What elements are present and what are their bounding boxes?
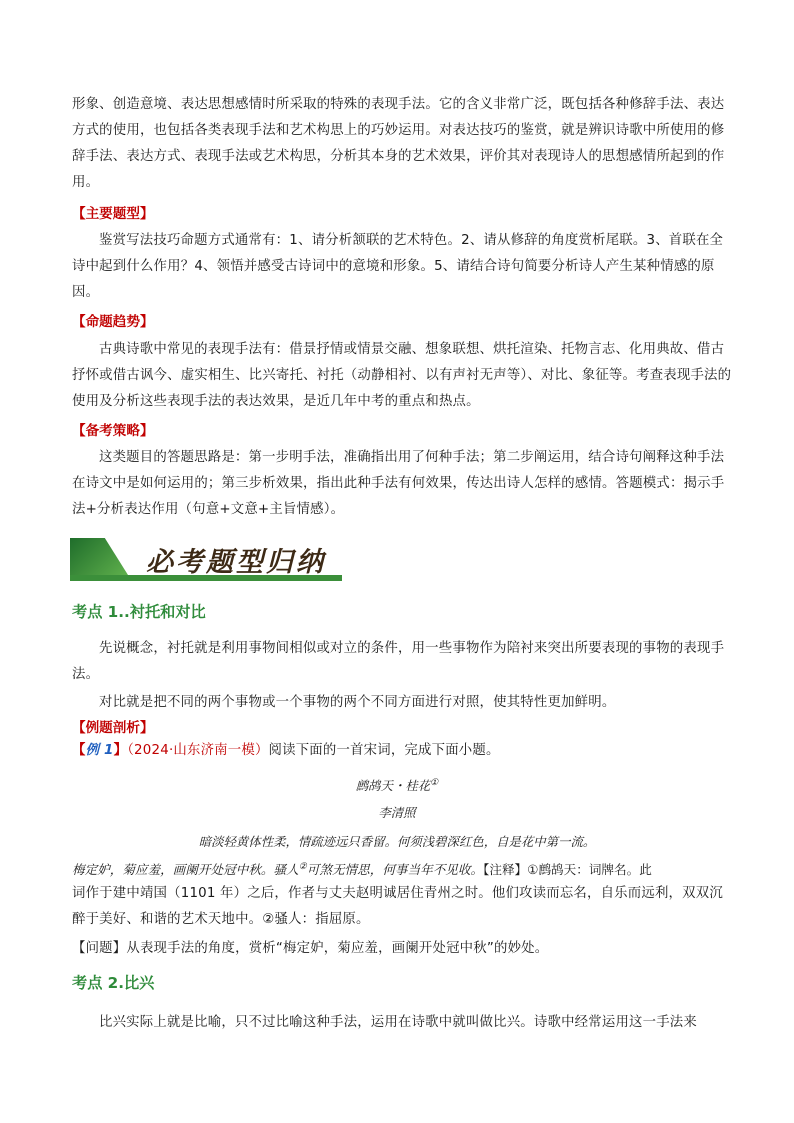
question-label: 【问题】	[72, 941, 127, 956]
example-analysis-label: 【例题剖析】	[72, 720, 154, 736]
trend-label: 【命题趋势】	[72, 314, 154, 330]
poem-title	[0, 776, 794, 794]
example-source: （2024·山东济南一模）	[127, 743, 269, 758]
section-banner	[70, 538, 342, 582]
question-line	[72, 936, 732, 962]
banner-title: 必考题型归纳	[146, 547, 326, 578]
poem-author: 李清照	[378, 805, 416, 820]
trend-paragraph: 古典诗歌中常见的表现手法有：借景抒情或情景交融、想象联想、烘托渲染、托物言志、化用典故、借古抒怀或借古讽今、虚实相生、比兴寄托、衬托（动静相衬、以有声衬无声等）、对比、象征等。考查表现手法的使用及分析这些表现手法的表达效果，是近几年中考的重点和热点。	[72, 342, 732, 409]
kaodian-1-title: 考点 1..衬托和对比	[72, 603, 206, 621]
poem-line-1: 暗淡轻黄体性柔，情疏迹远只香留。何须浅碧深红色，自是花中第一流。	[198, 834, 596, 849]
bixing-paragraph: 比兴实际上就是比喻，只不过比喻这种手法，运用在诗歌中就叫做比兴。诗歌中经常运用这一手法来	[99, 1015, 697, 1030]
example-bracket-open: 【	[72, 743, 86, 758]
intro-paragraph: 形象、创造意境、表达思想感情时所采取的特殊的表现手法。它的含义非常广泛，既包括各种修辞手法、表达方式的使用，也包括各类表现手法和艺术构思上的巧妙运用。对表达技巧的鉴赏，就是辨识诗歌中所使用的修辞手法、表达方式、表现手法或艺术构思，分析其本身的艺术效果，评价其对表现诗人的思想感情所起到的作用。	[72, 97, 725, 190]
example-prompt: 阅读下面的一首宋词，完成下面小题。	[268, 743, 500, 758]
comparison-definition: 对比就是把不同的两个事物或一个事物的两个不同方面进行对照，使其特性更加鲜明。	[99, 695, 616, 710]
example-header	[72, 738, 732, 764]
banner-triangle-icon	[70, 538, 128, 575]
note-text-start: ①鹧鸪天：词牌名。此	[527, 862, 652, 878]
poem-line-2-part-b: 可煞无情思，何事当年不见收。	[306, 862, 484, 878]
example-bracket-close: 】	[113, 743, 128, 758]
poem-line-2	[72, 854, 732, 883]
poem-title-note-marker: ①	[430, 777, 439, 788]
note-text-continued: 词作于建中靖国（1101 年）之后，作者与丈夫赵明诚居住青州之时。他们攻读而忘名，自乐而远利，双双沉醉于美好、和谐的艺术天地中。②骚人：指屈原。	[72, 886, 723, 927]
question-text: 从表现手法的角度，赏析“梅定妒，菊应羞，画阑开处冠中秋”的妙处。	[126, 941, 549, 956]
strategy-paragraph: 这类题目的答题思路是：第一步明手法，准确指出用了何种手法；第二步阐运用，结合诗句阐释这种手法在诗文中是如何运用的；第三步析效果，指出此种手法有何效果，传达出诗人怎样的感情。答题模式：揭示手法+分析表达作用（句意+文意+主旨情感）。	[72, 450, 725, 517]
poem-line-2-part-a: 梅定妒，菊应羞，画阑开处冠中秋。骚人	[72, 862, 299, 878]
main-types-paragraph: 鉴赏写法技巧命题方式通常有：1、请分析颔联的艺术特色。2、请从修辞的角度赏析尾联。3、首联在全诗中起到什么作用？4、领悟并感受古诗词中的意境和形象。5、请结合诗句简要分析诗人产生某种情感的原因。	[72, 233, 724, 300]
strategy-label: 【备考策略】	[72, 423, 154, 439]
kaodian-2-title: 考点 2.比兴	[72, 974, 155, 992]
main-types-label: 【主要题型】	[72, 206, 154, 222]
note-label: 【注释】	[483, 862, 528, 878]
poem-line-2-note-marker: ②	[298, 862, 307, 872]
poem-title-text: 鹧鸪天・桂花	[355, 778, 431, 793]
example-number: 例 1	[85, 743, 114, 758]
contrast-definition: 先说概念，衬托就是利用事物间相似或对立的条件，用一些事物作为陪衬来突出所要表现的事物的表现手法。	[72, 641, 725, 682]
